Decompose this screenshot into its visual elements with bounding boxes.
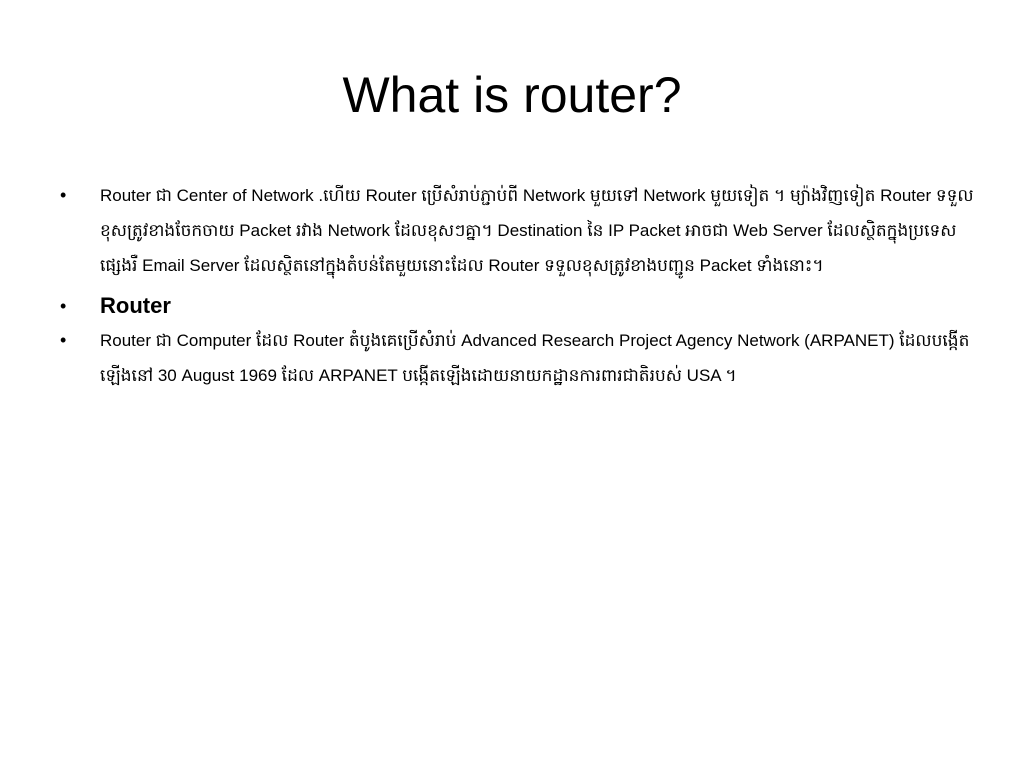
bullet-item-router-history — [60, 323, 980, 393]
bullet-text: Router ជា Center of Network .ហើយ Router ប្រើសំរាប់ភ្ជាប់ពី Network មួយទៅ Network មួយទៀត ។ ម្យ៉ាងវិញទៀត Router ទទួលខុសត្រូវខាងចែកចាយ Packet រវាង Network ដែលខុសៗគ្នា។ Destination នៃ IP Packet អាចជា Web Server ដែលស្ថិតក្នុងប្រទេសផ្សេងរឺ Email Server ដែលស្ថិតនៅក្នុងតំបន់តែមួយនោះដែល Router ទទួលខុសត្រូវខាងបញ្ជូន Packet ទាំងនោះ។ — [100, 186, 974, 275]
bullet-marker: • — [60, 185, 67, 205]
bullet-marker: • — [60, 330, 67, 350]
bullet-text: Router ជា Computer ដែល Router តំបូងគេប្រើសំរាប់ Advanced Research Project Agency Network (ARPANET) ដែលបង្កើតឡើងនៅ 30 August 1969 ដែល ARPANET បង្កើតឡើងដោយនាយកដ្ឋានការពារជាតិរបស់ USA ។ — [100, 331, 970, 385]
slide-title: What is router? — [342, 67, 682, 123]
bullet-item-router-definition — [60, 178, 980, 283]
bullet-item-router-heading — [60, 291, 980, 321]
bullet-marker: • — [60, 296, 67, 316]
bullet-text-heading: Router — [100, 293, 171, 318]
bullet-list — [60, 178, 980, 401]
